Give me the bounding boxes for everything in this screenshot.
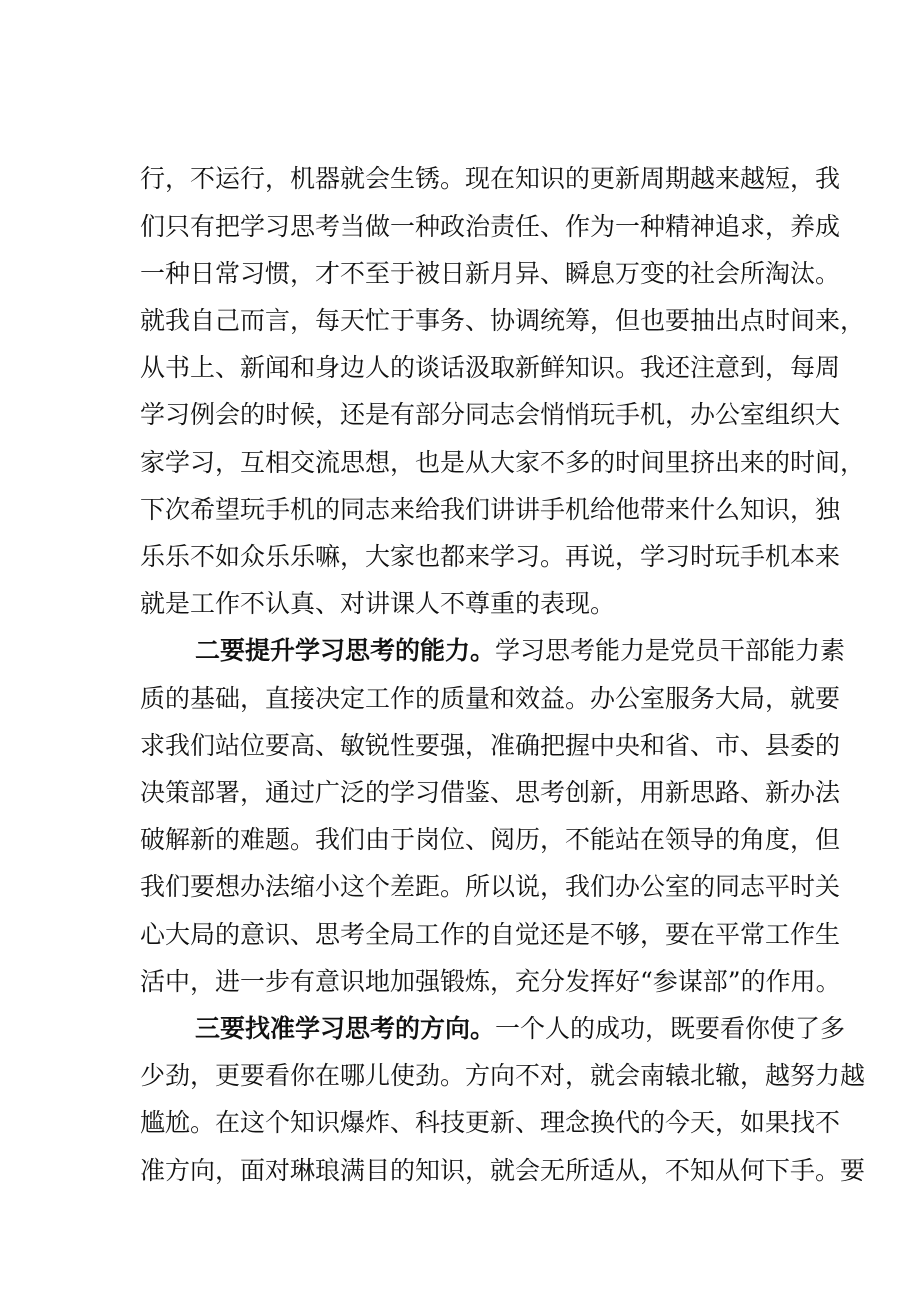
paragraph-1-line-3: 一种日常习惯，才不至于被日新月异、瞬息万变的社会所淘汰。 <box>140 259 841 288</box>
paragraph-2-line-6: 我们要想办法缩小这个差距。所以说，我们办公室的同志平时关 <box>140 872 841 901</box>
paragraph-1-line-6: 学习例会的时候，还是有部分同志会悄悄玩手机，办公室组织大 <box>140 400 841 429</box>
paragraph-2-line-5: 破解新的难题。我们由于岗位、阅历，不能站在领导的角度，但 <box>140 825 841 854</box>
paragraph-3-first-line-text: 一个人的成功，既要看你使了多 <box>495 1014 846 1043</box>
paragraph-2-line-4: 决策部署，通过广泛的学习借鉴、思考创新，用新思路、新办法 <box>140 778 841 807</box>
paragraph-1-line-4: 就我自己而言，每天忙于事务、协调统筹，但也要抽出点时间来， <box>140 306 866 335</box>
paragraph-3-heading: 三要找准学习思考的方向。 <box>195 1014 496 1043</box>
paragraph-1-line-7: 家学习，互相交流思想，也是从大家不多的时间里挤出来的时间， <box>140 448 866 477</box>
paragraph-3-line-4: 准方向，面对琳琅满目的知识，就会无所适从，不知从何下手。要 <box>140 1156 866 1185</box>
paragraph-3-line-3: 尴尬。在这个知识爆炸、科技更新、理念换代的今天，如果找不 <box>140 1108 841 1137</box>
paragraph-3-line-2: 少劲，更要看你在哪儿使劲。方向不对，就会南辕北辙，越努力越 <box>140 1061 866 1090</box>
paragraph-2-heading: 二要提升学习思考的能力。 <box>195 636 496 665</box>
paragraph-2-first-line-text: 学习思考能力是党员干部能力素 <box>495 636 846 665</box>
paragraph-2-line-2: 质的基础，直接决定工作的质量和效益。办公室服务大局，就要 <box>140 684 841 713</box>
paragraph-1-line-10: 就是工作不认真、对讲课人不尊重的表现。 <box>140 589 616 618</box>
paragraph-1-line-8: 下次希望玩手机的同志来给我们讲讲手机给他带来什么知识，独 <box>140 495 841 524</box>
paragraph-1-line-1: 行，不运行，机器就会生锈。现在知识的更新周期越来越短，我 <box>140 164 841 193</box>
paragraph-2-line-7: 心大局的意识、思考全局工作的自觉还是不够，要在平常工作生 <box>140 920 841 949</box>
paragraph-2-line-8: 活中，进一步有意识地加强锻炼，充分发挥好“参谋部”的作用。 <box>140 967 841 996</box>
paragraph-1-line-9: 乐乐不如众乐乐嘛，大家也都来学习。再说，学习时玩手机本来 <box>140 542 841 571</box>
paragraph-1-line-2: 们只有把学习思考当做一种政治责任、作为一种精神追求，养成 <box>140 212 841 241</box>
paragraph-2-line-3: 求我们站位要高、敏锐性要强，准确把握中央和省、市、县委的 <box>140 731 841 760</box>
paragraph-1-line-5: 从书上、新闻和身边人的谈话汲取新鲜知识。我还注意到，每周 <box>140 353 841 382</box>
